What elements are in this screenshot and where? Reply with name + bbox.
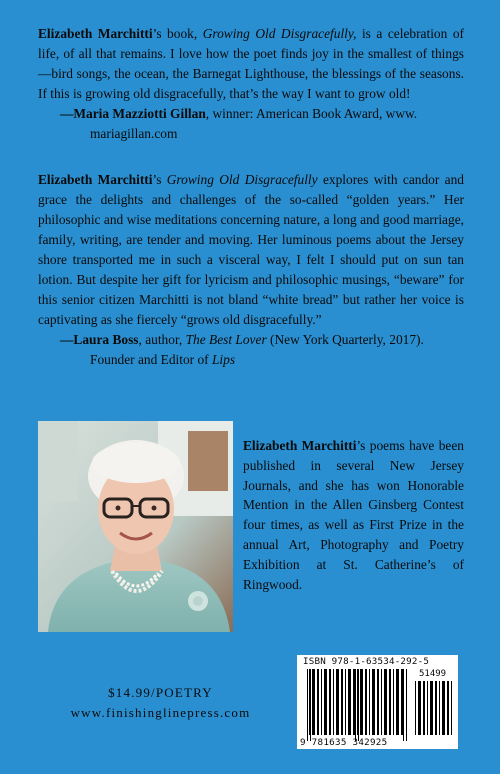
barcode-box: [297, 655, 458, 749]
author-bio: [243, 436, 464, 594]
attribution-book: The Best Lover: [185, 332, 267, 347]
blurb-text: is a celebration of life, of all that remains. I love how the poet finds joy in the smallest of things—bird songs, the ocean, the Barnegat Lighthouse, the blessings of the seasons. If this is growing old disgracefully, that’s the way I want to grow old!: [38, 26, 464, 101]
attribution-detail: (New York Quarterly, 2017). Founder and Editor of: [90, 332, 424, 367]
attribution-magazine: Lips: [211, 352, 236, 367]
author-name: Elizabeth Marchitti: [243, 438, 357, 453]
blurb-text: ’s: [152, 172, 167, 187]
blurb-boss-text: [38, 170, 464, 330]
publisher-url: www.finishinglinepress.com: [70, 705, 251, 720]
attribution-detail: , winner: American Book Award, www. mariagillan.com: [90, 106, 418, 141]
price-block: [38, 683, 283, 723]
bio-text: ’s poems have been published in several New Jersey Journals, and she has won Honorable Mention in the Allen Ginsberg Contest four times, as well as First Prize in the annual Art, Photography and Poetry Exhibition at St. Catherine’s of Ringwood.: [243, 438, 464, 592]
blurb-gillan-text: [38, 24, 464, 104]
attribution-detail: , author,: [138, 332, 186, 347]
attribution-name: Maria Mazziotti Gillan: [73, 106, 206, 121]
ean-number: 9 781635 342925: [300, 737, 388, 748]
author-photo: [38, 421, 233, 632]
barcode-icon: [297, 655, 458, 749]
blurb-gillan: [38, 24, 464, 144]
book-title: Growing Old Disgracefully,: [202, 26, 357, 41]
author-name: Elizabeth Marchitti: [38, 26, 153, 41]
isbn-label: ISBN 978-1-63534-292-5: [303, 656, 430, 667]
blurb-text: explores with candor and grace the delights and challenges of the so-called “golden years.” Her philosophic and wise meditations concerning nature, a long and good marriage, family, writing, are tender and moving. Her luminous poems about the Jersey shore transported me in such a visceral way, I felt I should put on sun tan lotion. But despite her gift for lyricism and philosophic musings, “beware” for this senior citizen Marchitti is not bland “white bread” but rather her voice is captivating as she fiercely “grows old disgracefully.”: [38, 172, 465, 327]
book-title: Growing Old Disgracefully: [166, 172, 318, 187]
price-category: $14.99/POETRY: [108, 685, 213, 700]
blurb-text: ’s book,: [152, 26, 203, 41]
author-name: Elizabeth Marchitti: [38, 172, 153, 187]
blurb-boss: [38, 170, 464, 370]
blurb-gillan-attribution: [38, 104, 464, 144]
author-portrait-illustration: [38, 421, 233, 632]
attribution-name: Laura Boss: [73, 332, 139, 347]
attr-dash: —: [60, 106, 74, 121]
blurb-boss-attribution: [38, 330, 464, 370]
attr-dash: —: [60, 332, 74, 347]
addon-number: 51499: [419, 669, 447, 679]
